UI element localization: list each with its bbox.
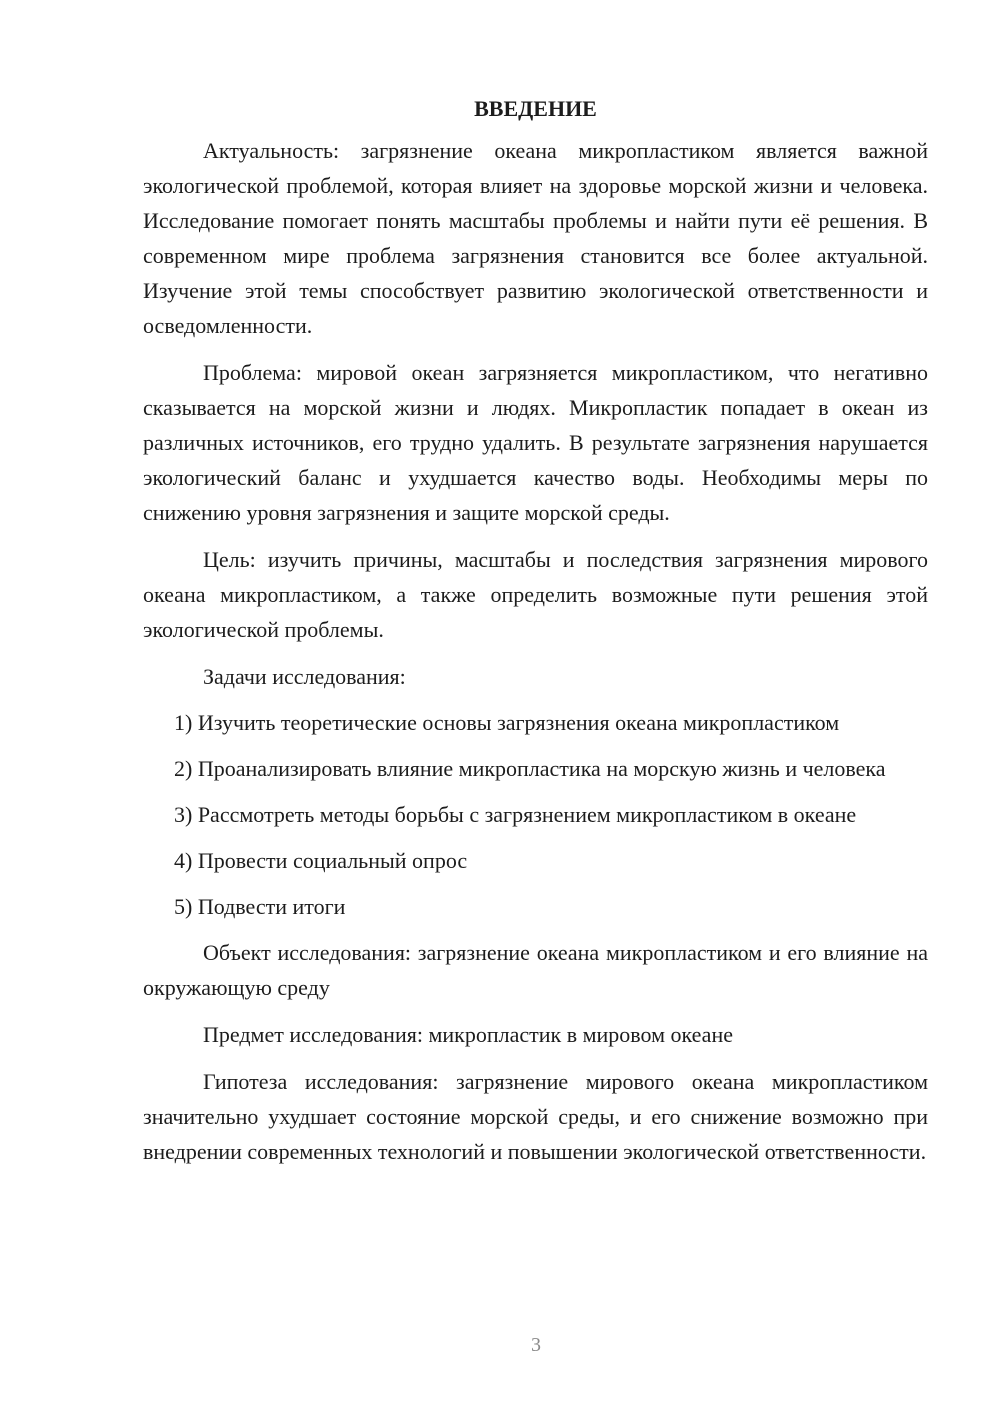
task-item-5: 5) Подвести итоги xyxy=(174,894,346,919)
tasks-heading: Задачи исследования: xyxy=(203,664,406,689)
page-number: 3 xyxy=(531,1334,541,1356)
section-title: ВВЕДЕНИЕ xyxy=(474,96,597,121)
problem-paragraph: Проблема: мировой океан загрязняется микропластиком, что негативно сказывается на морской жизни и людях. Микропластик попадает в океан из различных источников, его трудно удалить. В результате загрязнения нарушается экологический баланс и ухудшается качество воды. Необходимы меры по снижению уровня загрязнения и защите морской среды. xyxy=(143,360,928,525)
task-item-3: 3) Рассмотреть методы борьбы с загрязнением микропластиком в океане xyxy=(174,802,857,827)
task-item-2: 2) Проанализировать влияние микропластика на морскую жизнь и человека xyxy=(174,756,886,781)
hypothesis-paragraph: Гипотеза исследования: загрязнение мирового океана микропластиком значительно ухудшает состояние морской среды, и его снижение возможно при внедрении современных технологий и повышении экологической ответственности. xyxy=(143,1069,928,1164)
object-paragraph: Объект исследования: загрязнение океана микропластиком и его влияние на окружающую среду xyxy=(143,940,928,1000)
task-item-1: 1) Изучить теоретические основы загрязнения океана микропластиком xyxy=(174,710,840,735)
relevance-paragraph: Актуальность: загрязнение океана микропластиком является важной экологической проблемой, которая влияет на здоровье морской жизни и человека. Исследование помогает понять масштабы проблемы и найти пути её решения. В современном мире проблема загрязнения становится все более актуальной. Изучение этой темы способствует развитию экологической ответственности и осведомленности. xyxy=(143,138,928,338)
subject-paragraph: Предмет исследования: микропластик в мировом океане xyxy=(203,1022,733,1047)
page-content xyxy=(143,91,928,1181)
goal-paragraph: Цель: изучить причины, масштабы и последствия загрязнения мирового океана микропластиком, а также определить возможные пути решения этой экологической проблемы. xyxy=(143,547,928,642)
task-item-4: 4) Провести социальный опрос xyxy=(174,848,468,873)
